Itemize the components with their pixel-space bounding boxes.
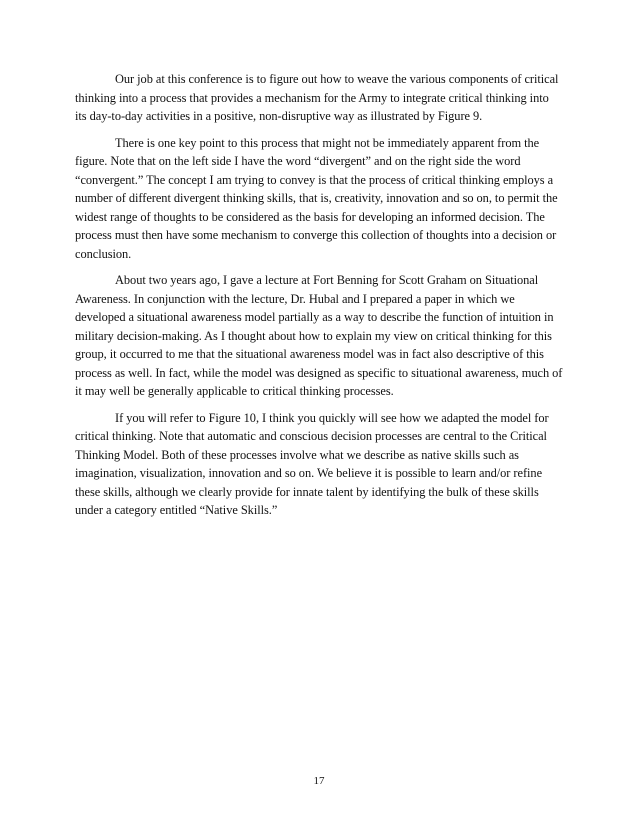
paragraph-divergent-convergent: There is one key point to this process that might not be immediately apparent from the figure. Note that on the left side I have the word “divergent” and on the right side the word “convergent.” The concept I am trying to convey is that the process of critical thinking employs a number of different divergent thinking skills, that is, creativity, innovation and so on, to permit the widest range of thoughts to be considered as the basis for developing an informed decision. The process must then have some mechanism to converge this collection of thoughts into a decision or conclusion. [75, 135, 558, 261]
page-number: 17 [313, 775, 325, 787]
paragraph-situational-awareness: About two years ago, I gave a lecture at Fort Benning for Scott Graham on Situational Awareness. In conjunction with the lecture, Dr. Hubal and I prepared a paper in which we developed a situational awareness model partially as a way to describe the function of intuition in military decision-making. As I thought about how to explain my view on critical thinking for this group, it occurred to me that the situational awareness model was in fact also descriptive of this process as well. In fact, while the model was designed as specific to situational awareness, much of it may well be generally applicable to critical thinking processes. [75, 273, 563, 398]
body-text [75, 70, 563, 528]
paragraph-conference-goal: Our job at this conference is to figure out how to weave the various components of critical thinking into a process that provides a mechanism for the Army to integrate critical thinking into its day-to-day activities in a positive, non-disruptive way as illustrated by Figure 9. [75, 72, 559, 123]
paragraph-critical-thinking-model: If you will refer to Figure 10, I think you quickly will see how we adapted the model for critical thinking. Note that automatic and conscious decision processes are central to the Critical Thinking Model. Both of these processes involve what we describe as native skills such as imagination, visualization, innovation and so on. We believe it is possible to learn and/or refine these skills, although we clearly provide for innate talent by identifying the bulk of these skills under a category entitled “Native Skills.” [75, 410, 549, 517]
